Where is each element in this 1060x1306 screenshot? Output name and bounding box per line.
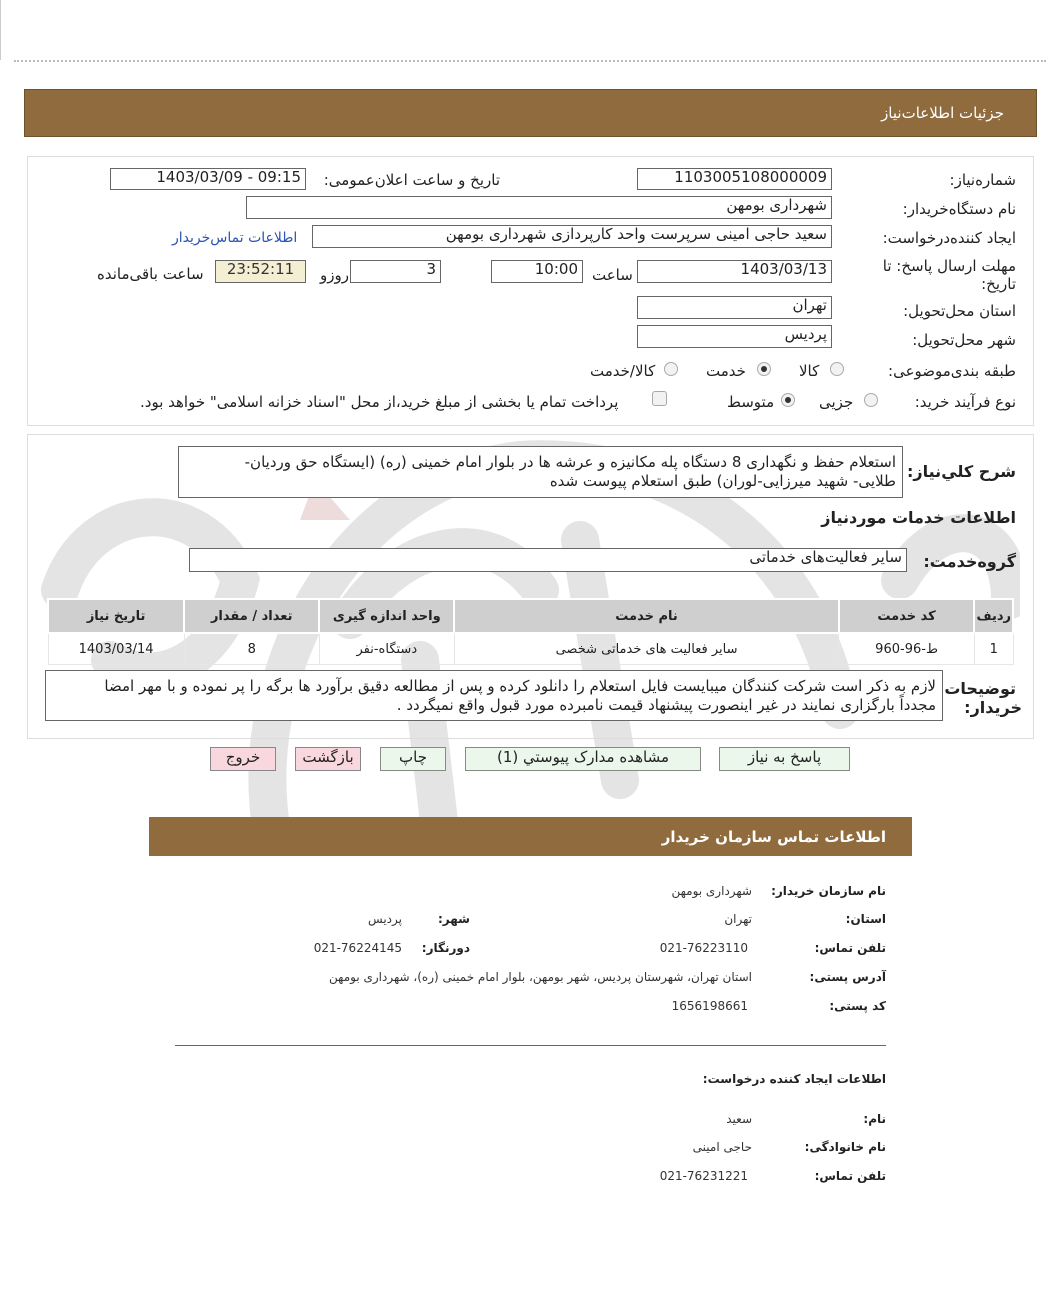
col-need-date: تاریخ نیاز	[48, 599, 184, 633]
cell-need-date: 1403/03/14	[48, 633, 184, 665]
contact-fax-value: 021-76224145	[313, 941, 402, 955]
category-label: طبقه بندی‌موضوعی:	[888, 362, 1016, 380]
col-service-name: نام خدمت	[454, 599, 838, 633]
deadline-time-label: ساعت	[592, 266, 633, 284]
table-header-row	[48, 599, 1013, 633]
process-label: نوع فرآیند خرید:	[914, 393, 1016, 411]
summary-label: شرح کلي‌نیاز:	[907, 462, 1016, 481]
exit-button[interactable]: خروج	[210, 747, 276, 771]
contact-address-label: آدرس پستی:	[809, 970, 886, 984]
service-group-label: گروه‌خدمت:	[923, 552, 1016, 571]
col-quantity: تعداد / مقدار	[184, 599, 319, 633]
contact-org-label: نام سازمان خریدار:	[771, 884, 886, 898]
deadline-date-label: تاریخ:	[981, 275, 1016, 293]
creator-label: ایجاد کننده‌درخواست:	[882, 229, 1016, 247]
contact-phone-value: 021-76223110	[659, 941, 748, 955]
deadline-label: مهلت ارسال پاسخ: تا	[882, 257, 1016, 275]
city-label: شهر محل‌تحویل:	[912, 331, 1016, 349]
buyer-org-field: شهرداری بومهن	[246, 196, 832, 219]
summary-text	[178, 446, 903, 498]
creator-name-label: نام:	[863, 1112, 886, 1126]
remaining-time-field: 23:52:11	[215, 260, 306, 283]
days-field: 3	[350, 260, 441, 283]
category-radio-service[interactable]	[757, 362, 771, 376]
reply-button[interactable]: پاسخ به نیاز	[719, 747, 850, 771]
days-label: روزو	[320, 266, 349, 284]
buyer-notes-line-1: لازم به ذکر است شرکت کنندگان میبایست فایل استعلام را دانلود کرده و پس از مطالعه دقیق برآورد ها برگه را پر نموده و با مهر امضا	[104, 677, 936, 695]
contact-section-header	[149, 817, 912, 856]
deadline-time-field: 10:00	[491, 260, 583, 283]
creator-name-value: سعید	[726, 1112, 752, 1126]
category-option-service: خدمت	[706, 362, 746, 380]
contact-phone-label: تلفن تماس:	[814, 941, 886, 955]
category-option-goods-service: کالا/خدمت	[590, 362, 656, 380]
contact-city-value: پردیس	[368, 912, 402, 926]
need-number-label: شماره‌نیاز:	[949, 171, 1016, 189]
contact-postal-label: کد پستی:	[829, 999, 886, 1013]
process-option-medium: متوسط	[727, 393, 775, 411]
cell-row-number: 1	[974, 633, 1013, 665]
contact-province-label: استان:	[845, 912, 886, 926]
contact-org-value: شهرداری بومهن	[671, 884, 752, 898]
col-service-code: کد خدمت	[839, 599, 975, 633]
contact-address-value: استان تهران، شهرستان پردیس، شهر بومهن، بلوار امام خمینی (ره)، شهرداری بومهن	[329, 970, 752, 984]
cell-unit: دستگاه-نفر	[319, 633, 454, 665]
city-field: پردیس	[637, 325, 832, 348]
contact-section-title: اطلاعات تماس سازمان خریدار	[661, 828, 886, 846]
creator-phone-label: تلفن تماس:	[814, 1169, 886, 1183]
print-button[interactable]: چاپ	[380, 747, 446, 771]
page-header	[24, 89, 1037, 137]
window-edge	[0, 0, 1, 60]
service-group-field: سایر فعالیت‌های خدماتی	[189, 548, 907, 572]
remaining-label: ساعت باقی‌مانده	[97, 265, 204, 283]
process-radio-medium[interactable]	[781, 393, 795, 407]
category-radio-goods-service[interactable]	[664, 362, 678, 376]
process-radio-minor[interactable]	[864, 393, 878, 407]
buyer-notes-text	[45, 670, 943, 721]
buyer-notes-label-2: خریدار:	[964, 698, 1022, 717]
buyer-notes-label: توضیحات	[944, 679, 1016, 698]
creator-phone-value: 021-76231221	[659, 1169, 748, 1183]
buyer-org-label: نام دستگاه‌خریدار:	[902, 200, 1016, 218]
cell-service-name: سایر فعالیت های خدماتی شخصی	[454, 633, 838, 665]
table-row	[48, 633, 1013, 665]
announce-label: تاریخ و ساعت اعلان‌عمومی:	[323, 171, 500, 189]
buyer-notes-line-2: مجدداً بارگزاری نمایند در غیر اینصورت پیشنهاد قیمت نامبرده مورد قبول واقع نمیگردد .	[396, 696, 936, 714]
buyer-contact-link[interactable]: اطلاعات تماس‌خریدار	[172, 230, 298, 246]
cell-service-code: ط-96-960	[839, 633, 975, 665]
contact-divider	[175, 1045, 886, 1046]
services-heading: اطلاعات خدمات موردنیاز	[821, 508, 1016, 527]
page-title: جزئیات اطلاعات‌نیاز	[881, 104, 1004, 122]
contact-postal-value: 1656198661	[671, 999, 748, 1013]
summary-line-1: استعلام حفظ و نگهداری 8 دستگاه پله مکانیزه و عرشه ها در بلوار امام خمینی (ره) (ایستگاه حق وردیان-	[244, 453, 896, 471]
separator	[14, 60, 1046, 62]
need-number-field: 1103005108000009	[637, 168, 832, 190]
creator-field: سعید حاجی امینی سرپرست واحد کارپردازی شهرداری بومهن	[312, 225, 832, 248]
province-field: تهران	[637, 296, 832, 319]
cell-quantity: 8	[184, 633, 319, 665]
creator-heading: اطلاعات ایجاد کننده درخواست:	[702, 1072, 886, 1086]
col-unit: واحد اندازه گیری	[319, 599, 454, 633]
contact-city-label: شهر:	[438, 912, 470, 926]
treasury-checkbox[interactable]	[652, 391, 667, 406]
province-label: استان محل‌تحویل:	[903, 302, 1016, 320]
contact-fax-label: دورنگار:	[421, 941, 470, 955]
category-option-goods: کالا	[799, 362, 820, 380]
view-documents-button[interactable]: مشاهده مدارک پیوستي (1)	[465, 747, 701, 771]
services-table	[47, 598, 1014, 665]
announce-datetime-field: 1403/03/09 - 09:15	[110, 168, 306, 190]
deadline-date-field: 1403/03/13	[637, 260, 832, 283]
category-radio-goods[interactable]	[830, 362, 844, 376]
creator-family-label: نام خانوادگی:	[804, 1140, 886, 1154]
col-row-number: ردیف	[974, 599, 1013, 633]
process-option-minor: جزیی	[819, 393, 854, 411]
contact-province-value: تهران	[724, 912, 752, 926]
payment-note: پرداخت تمام یا بخشی از مبلغ خرید،از محل "اسناد خزانه اسلامی" خواهد بود.	[140, 393, 619, 411]
summary-line-2: طلایی- شهید میرزایی-لوران) طبق استعلام پیوست شده	[549, 472, 896, 490]
back-button[interactable]: بازگشت	[295, 747, 361, 771]
creator-family-value: حاجی امینی	[692, 1140, 752, 1154]
